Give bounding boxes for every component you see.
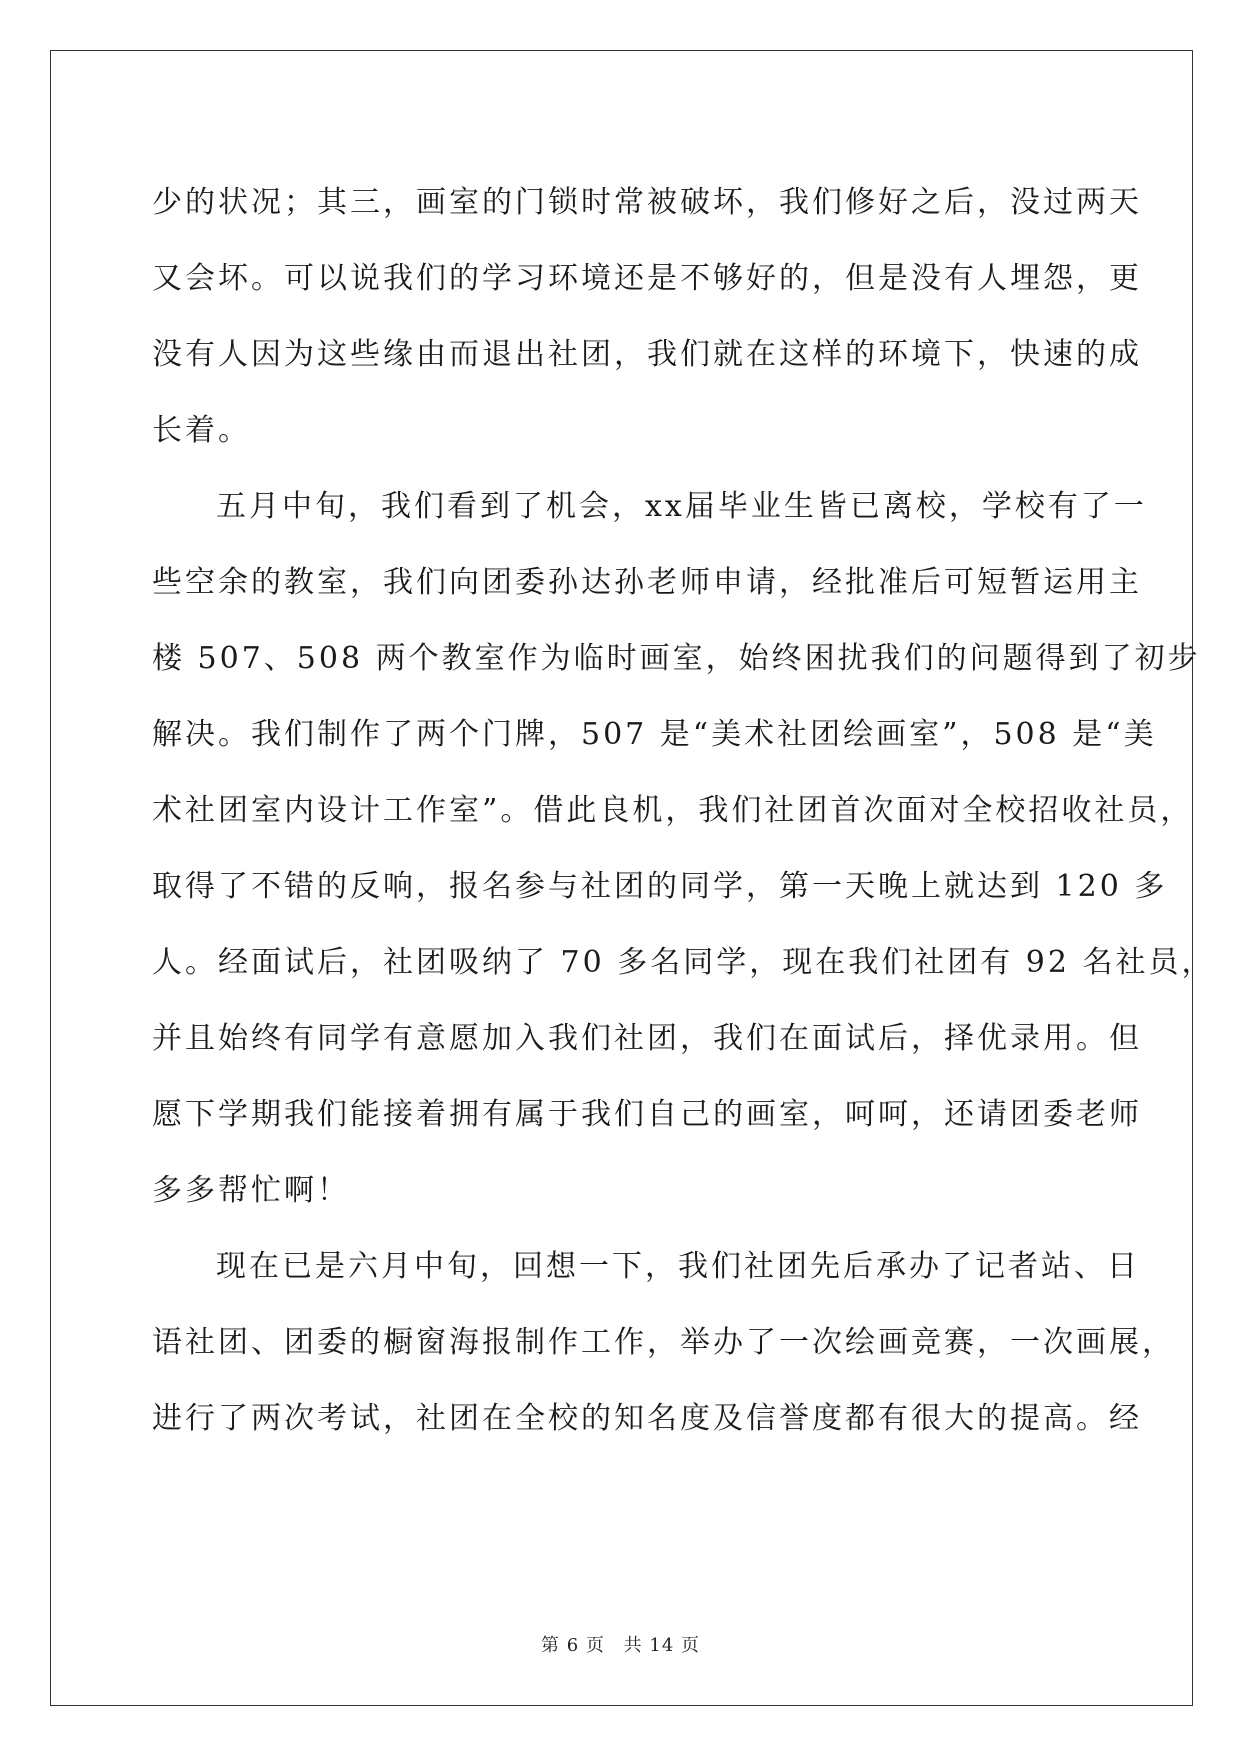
page-total: 共 14 页 <box>623 1635 700 1656</box>
text-line: 五月中旬，我们看到了机会，xx届毕业生皆已离校，学校有了一 <box>216 489 1147 524</box>
page-number: 第 6 页 <box>541 1635 605 1656</box>
text-line: 语社团、团委的橱窗海报制作工作，举办了一次绘画竞赛，一次画展， <box>152 1325 1175 1360</box>
document-body <box>152 165 1215 1457</box>
text-line: 术社团室内设计工作室”。借此良机，我们社团首次面对全校招收社员， <box>152 793 1194 828</box>
text-line: 多多帮忙啊！ <box>152 1173 350 1208</box>
page-footer <box>0 1631 1241 1657</box>
text-line: 进行了两次考试，社团在全校的知名度及信誉度都有很大的提高。经 <box>152 1401 1142 1436</box>
text-line: 并且始终有同学有意愿加入我们社团，我们在面试后，择优录用。但 <box>152 1021 1142 1056</box>
paragraph-2 <box>152 469 1215 1229</box>
paragraph-1 <box>152 165 1142 469</box>
text-line: 没有人因为这些缘由而退出社团，我们就在这样的环境下，快速的成 <box>152 337 1142 372</box>
text-line: 人。经面试后，社团吸纳了 70 多名同学，现在我们社团有 92 名社员， <box>152 945 1215 980</box>
paragraph-3 <box>152 1229 1175 1457</box>
text-line: 解决。我们制作了两个门牌，507 是“美术社团绘画室”，508 是“美 <box>152 717 1157 752</box>
text-line: 长着。 <box>152 413 251 448</box>
text-line: 些空余的教室，我们向团委孙达孙老师申请，经批准后可短暂运用主 <box>152 565 1142 600</box>
text-line: 现在已是六月中旬，回想一下，我们社团先后承办了记者站、日 <box>216 1249 1140 1284</box>
text-line: 取得了不错的反响，报名参与社团的同学，第一天晚上就达到 120 多 <box>152 869 1168 904</box>
text-line: 少的状况；其三，画室的门锁时常被破坏，我们修好之后，没过两天 <box>152 185 1142 220</box>
text-line: 楼 507、508 两个教室作为临时画室，始终困扰我们的问题得到了初步 <box>152 641 1201 676</box>
text-line: 又会坏。可以说我们的学习环境还是不够好的，但是没有人埋怨，更 <box>152 261 1142 296</box>
text-line: 愿下学期我们能接着拥有属于我们自己的画室，呵呵，还请团委老师 <box>152 1097 1142 1132</box>
